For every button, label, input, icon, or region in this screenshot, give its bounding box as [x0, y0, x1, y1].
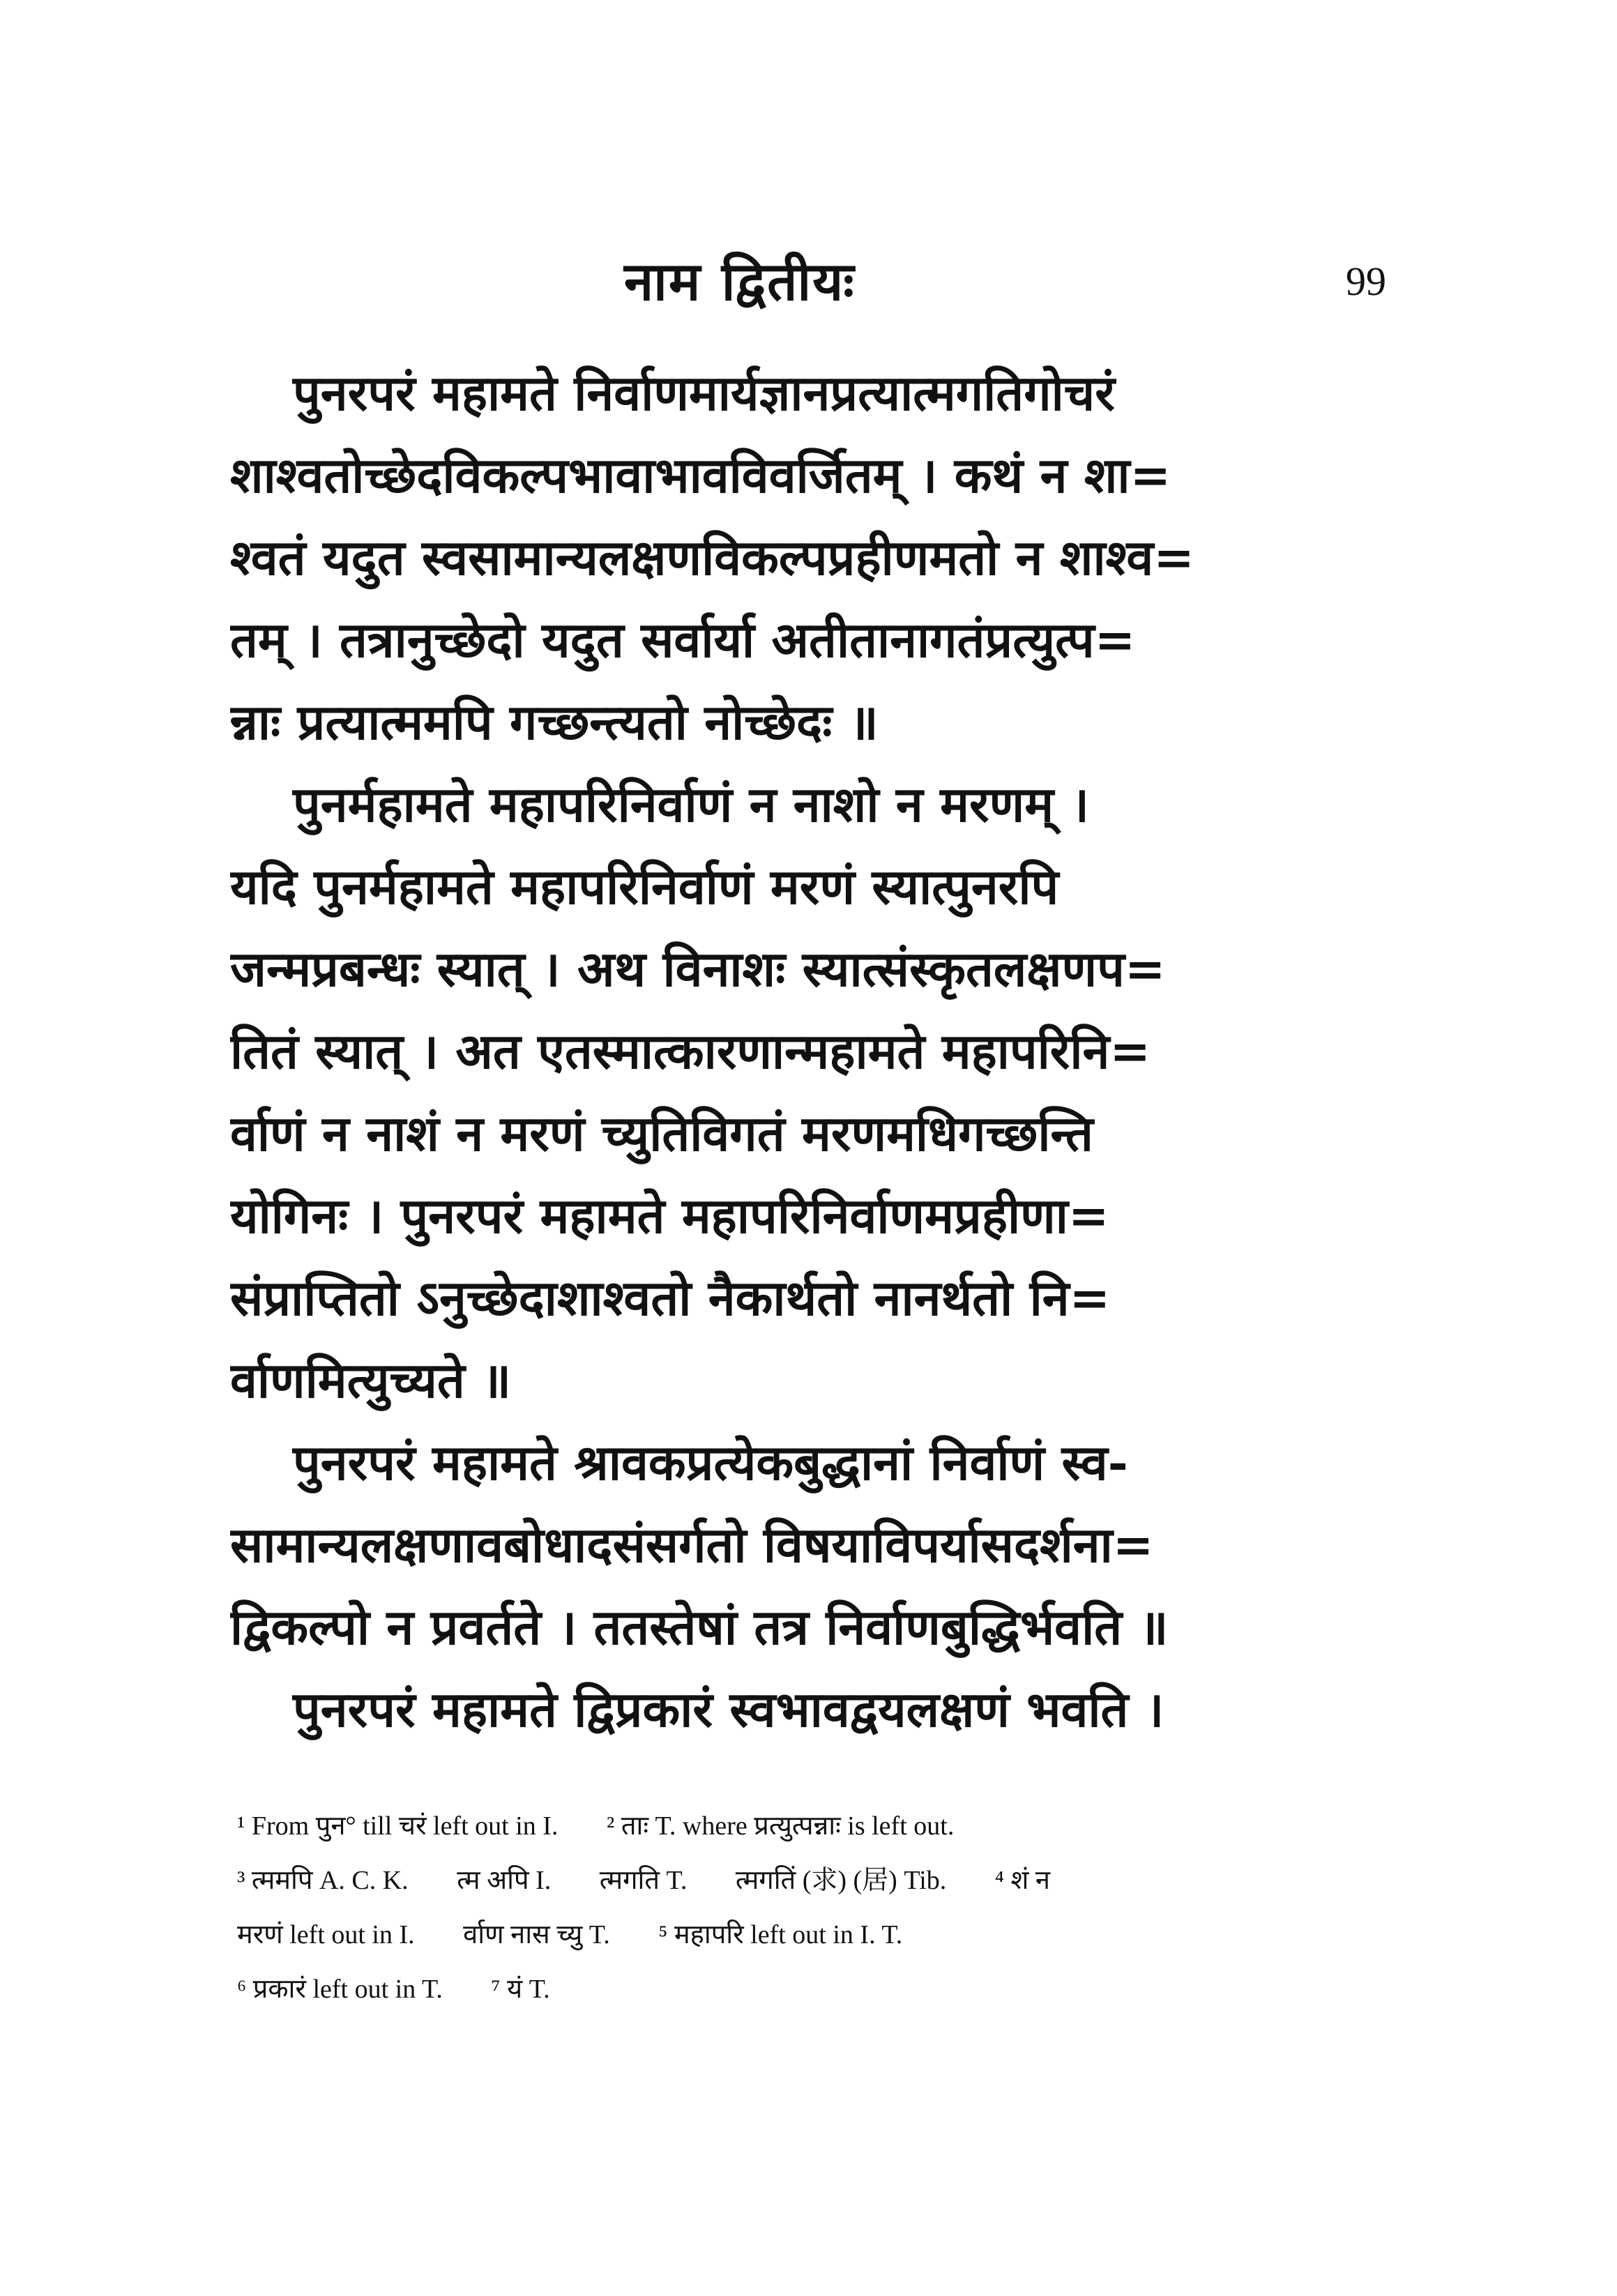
text-line: योगिनः । पुनरपरं महामते महापरिनिर्वाणमप्रहीणा= — [230, 1187, 1109, 1245]
footnote-3-variant: त्मगति T. — [599, 1866, 688, 1895]
text-line: र्वाणमित्युच्यते ॥ — [230, 1351, 512, 1409]
footnote-3-variant: त्म अपि I. — [457, 1866, 552, 1895]
footnote-line — [237, 1908, 1422, 1962]
footnote-4: ⁴ शं न — [994, 1866, 1050, 1895]
page-number: 99 — [1346, 259, 1386, 304]
footnote-6: ⁶ प्रकारं left out in T. — [237, 1975, 443, 2004]
footnote-4-continued: मरणं left out in I. — [237, 1920, 415, 1949]
text-line: पुनरपरं महामते निर्वाणमार्यज्ञानप्रत्यात्मगतिगोचरं — [293, 364, 1115, 422]
footnote-line — [237, 1799, 1422, 1853]
text-line: श्वतं यदुत स्वसामान्यलक्षणविकल्पप्रहीणमतो न शाश्व= — [230, 529, 1194, 586]
paragraph-2 — [230, 763, 1415, 1422]
footnote-line — [237, 1853, 1422, 1908]
text-line: न्नाः प्रत्यात्ममपि गच्छन्त्यतो नोच्छेदः ॥ — [230, 693, 879, 751]
text-line: तम् । तत्रानुच्छेदो यदुत सर्वार्या अतीतानागतंप्रत्युत्प= — [230, 611, 1136, 669]
text-line: यदि पुनर्महामते महापरिनिर्वाणं मरणं स्यात्पुनरपि — [230, 858, 1059, 915]
footnote-7: ⁷ यं T. — [491, 1975, 550, 2004]
paragraph-4 — [230, 1668, 1415, 1751]
text-line: र्वाणं न नाशं न मरणं च्युतिविगतं मरणमधिगच्छन्ति — [230, 1104, 1093, 1162]
body-text — [230, 352, 1415, 1751]
running-title: नाम द्वितीयः — [624, 250, 856, 312]
text-line: शाश्वतोच्छेदविकल्पभावाभावविवर्जितम् । कथं न शा= — [230, 446, 1171, 504]
paragraph-1 — [230, 352, 1415, 763]
text-line: पुनरपरं महामते द्विप्रकारं स्वभावद्वयलक्षणं भवति । — [293, 1680, 1164, 1738]
text-line: सामान्यलक्षणावबोधादसंसर्गतो विषयाविपर्यासदर्शना= — [230, 1516, 1154, 1574]
running-head — [0, 230, 1617, 314]
footnotes — [237, 1799, 1422, 2016]
footnote-3-variant: त्मगतिं (求) (居) Tib. — [735, 1866, 947, 1895]
text-line: पुनर्महामते महापरिनिर्वाणं न नाशो न मरणम् । — [293, 775, 1089, 833]
text-line: तितं स्यात् । अत एतस्मात्कारणान्महामते महापरिनि= — [230, 1022, 1151, 1080]
text-line: पुनरपरं महामते श्रावकप्रत्येकबुद्धानां निर्वाणं स्व- — [293, 1434, 1128, 1491]
footnote-5: ⁵ महापरि left out in I. T. — [658, 1920, 903, 1949]
footnote-3: ³ त्ममपि A. C. K. — [237, 1866, 409, 1895]
paragraph-3 — [230, 1422, 1415, 1668]
footnote-2: ² ताः T. where प्रत्युत्पन्नाः is left out. — [606, 1811, 955, 1841]
footnote-4-variant: र्वाण नास च्यु T. — [463, 1920, 610, 1949]
text-line: संप्राप्तितो ऽनुच्छेदाशाश्वतो नैकार्थतो नानर्थतो नि= — [230, 1269, 1111, 1327]
text-line: द्विकल्पो न प्रवर्तते । ततस्तेषां तत्र निर्वाणबुद्धिर्भवति ॥ — [230, 1598, 1169, 1656]
footnote-line — [237, 1962, 1422, 2016]
footnote-1: ¹ From पुन° till चरं left out in I. — [237, 1811, 559, 1841]
text-line: जन्मप्रबन्धः स्यात् । अथ विनाशः स्यात्संस्कृतलक्षणप= — [230, 940, 1166, 998]
